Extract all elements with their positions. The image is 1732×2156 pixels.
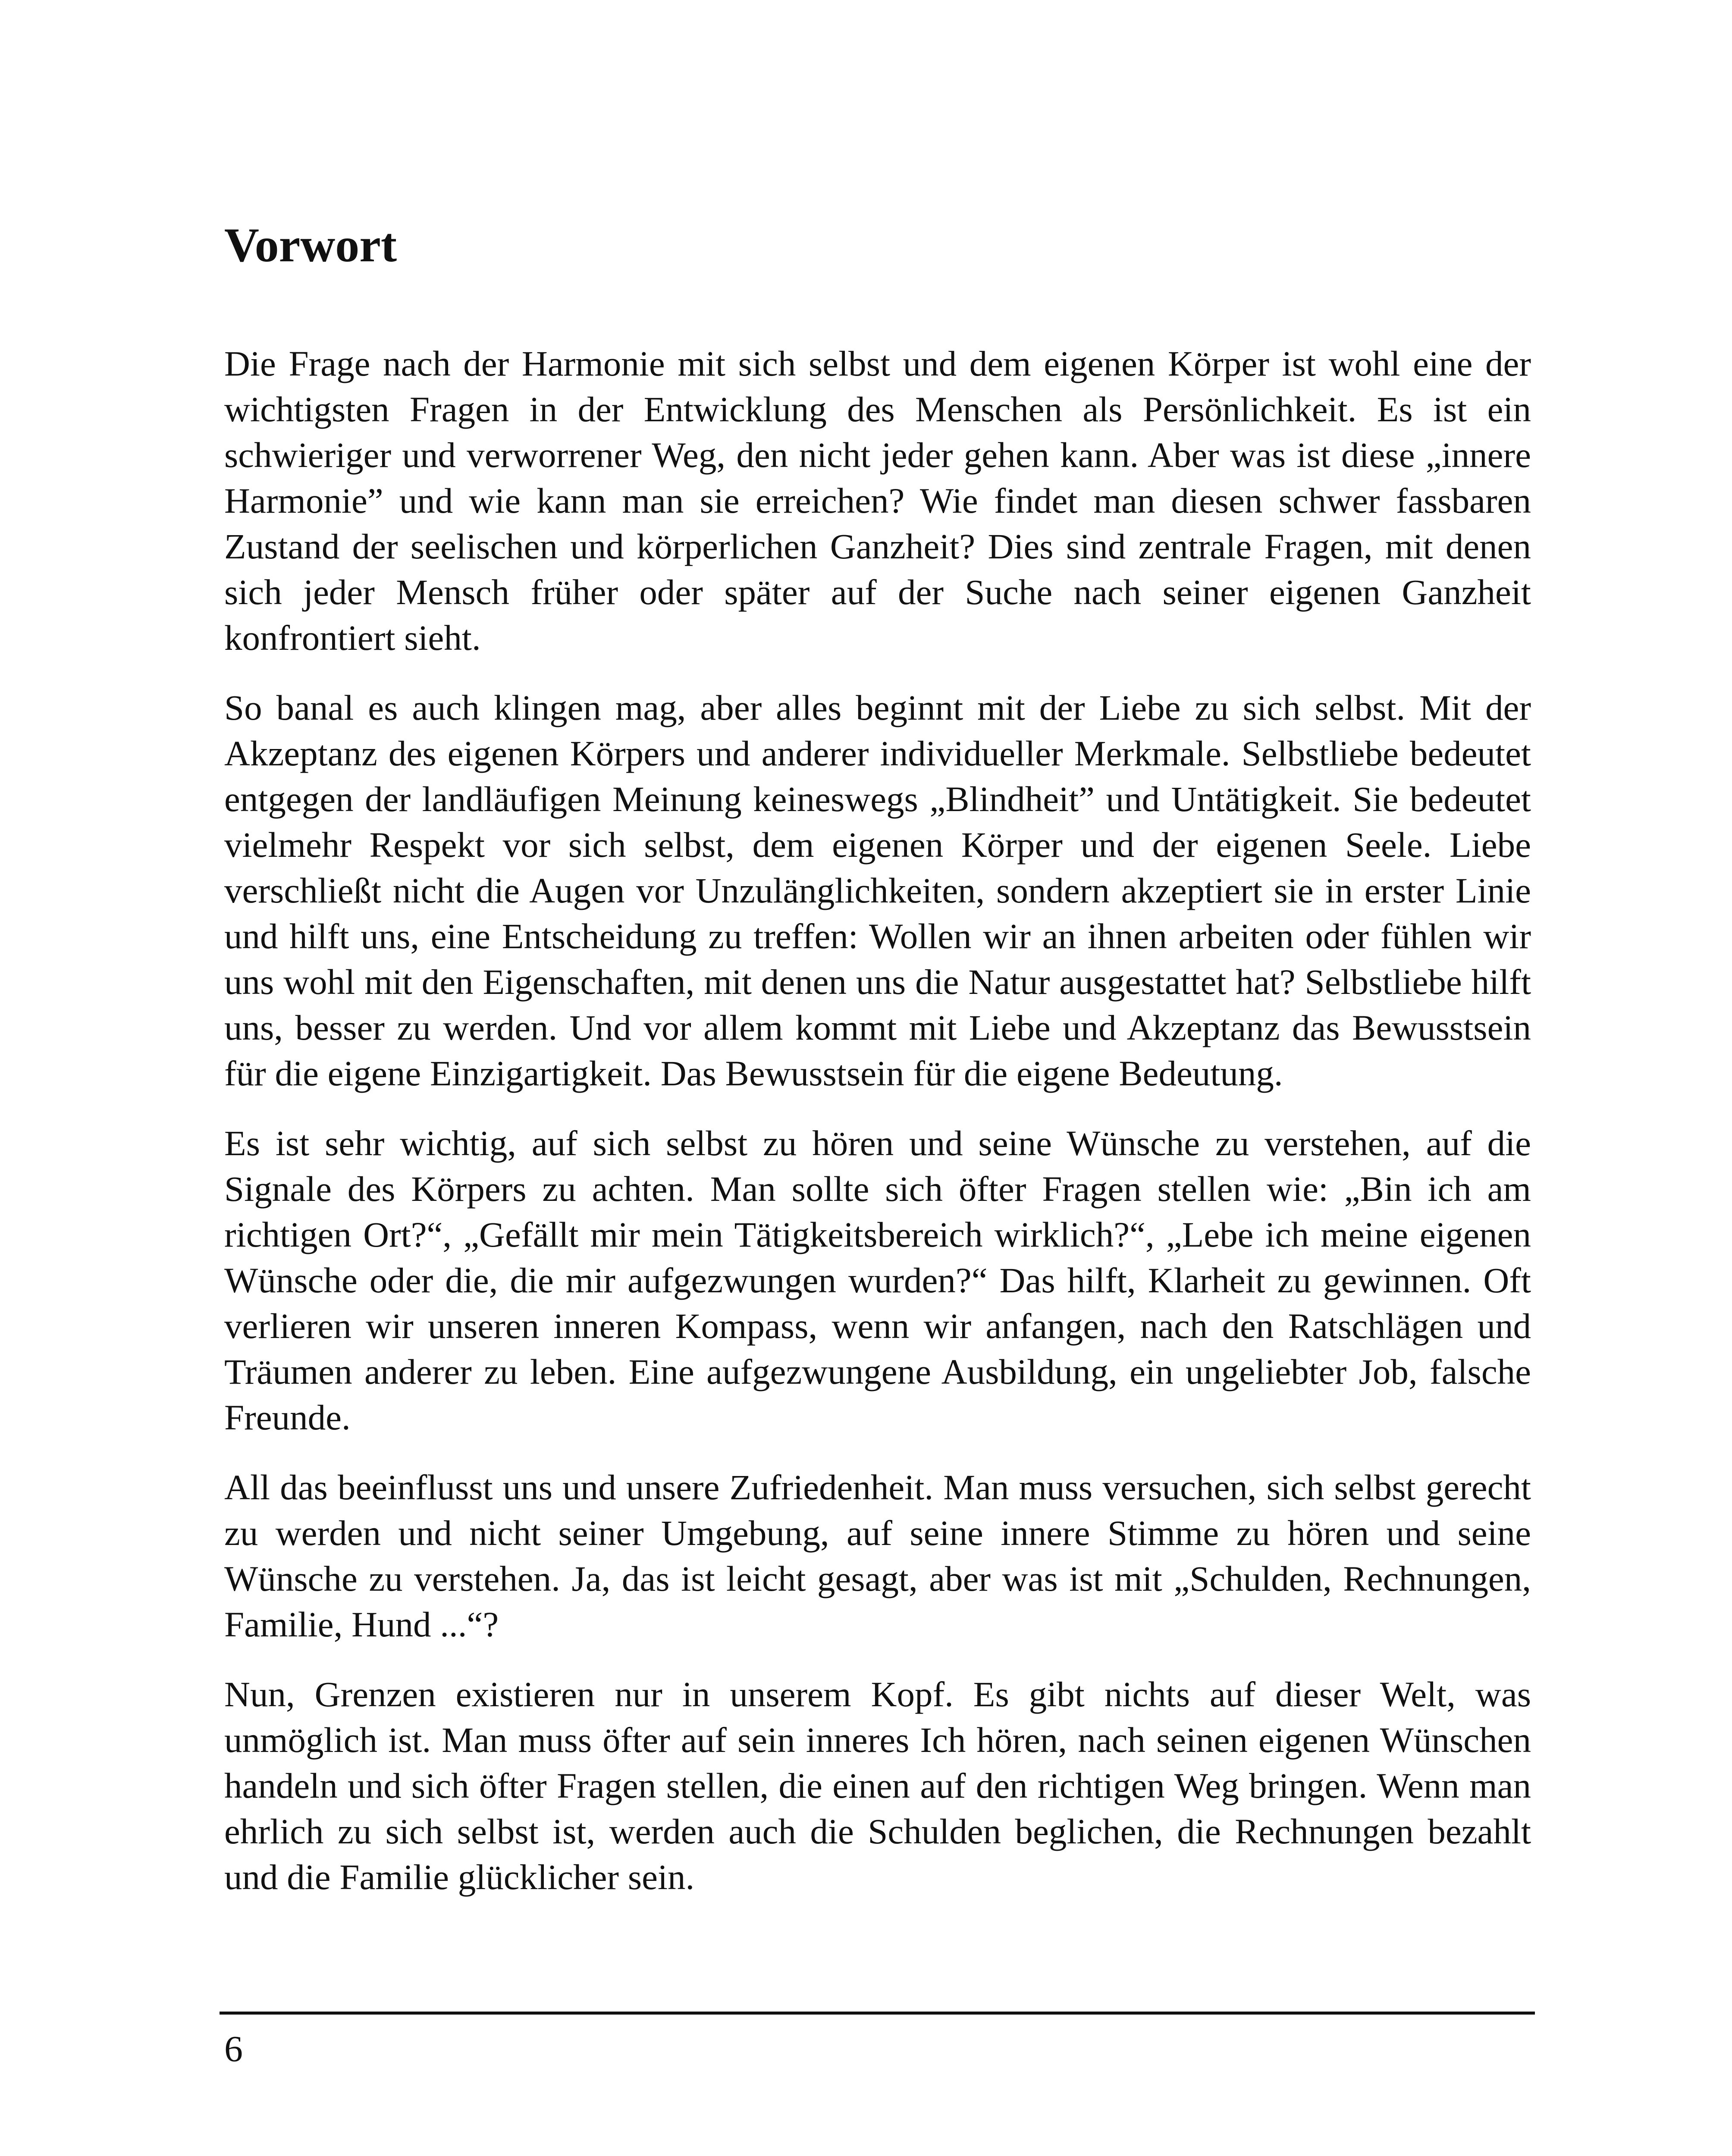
paragraph-3: Es ist sehr wichtig, auf sich selbst zu hören und seine Wünsche zu verstehen, auf die Signale des Körpers zu achten. Man sollte sich öfter Fragen stellen wie: „Bin ich am richtigen Ort?“, „Gefällt mir mein Tätigkeitsbereich wirklich?“, „Lebe ich meine eigenen Wünsche oder die, die mir aufgezwungen wurden?“ Das hilft, Klarheit zu gewinnen. Oft verlieren wir unseren inneren Kompass, wenn wir anfangen, nach den Ratschlägen und Träumen anderer zu leben. Eine aufgezwungene Ausbildung, ein ungeliebter Job, falsche Freunde. (224, 1123, 1531, 1437)
page-number: 6 (224, 2028, 243, 2069)
paragraph-1: Die Frage nach der Harmonie mit sich selbst und dem eigenen Körper ist wohl eine der wichtigsten Fragen in der Entwicklung des Menschen als Persönlichkeit. Es ist ein schwieriger und verworrener Weg, den nicht jeder gehen kann. Aber was ist diese „innere Harmonie” und wie kann man sie erreichen? Wie findet man diesen schwer fassbaren Zustand der seelischen und körperlichen Ganzheit? Dies sind zentrale Fragen, mit denen sich jeder Mensch früher oder später auf der Suche nach seiner eigenen Ganzheit konfrontiert sieht. (224, 344, 1531, 658)
paragraph-4: All das beeinflusst uns und unsere Zufriedenheit. Man muss versuchen, sich selbst gerecht zu werden und nicht seiner Umgebung, auf seine innere Stimme zu hören und seine Wünsche zu verstehen. Ja, das ist leicht gesagt, aber was ist mit „Schulden, Rechnungen, Familie, Hund ...“? (224, 1467, 1531, 1644)
body-text (224, 341, 1531, 1924)
paragraph-2: So banal es auch klingen mag, aber alles beginnt mit der Liebe zu sich selbst. Mit der Akzeptanz des eigenen Körpers und anderer individueller Merkmale. Selbstliebe bedeutet entgegen der landläufigen Meinung keineswegs „Blindheit” und Untätigkeit. Sie bedeutet vielmehr Respekt vor sich selbst, dem eigenen Körper und der eigenen Seele. Liebe verschließt nicht die Augen vor Unzulänglichkeiten, sondern akzeptiert sie in erster Linie und hilft uns, eine Entscheidung zu treffen: Wollen wir an ihnen arbeiten oder fühlen wir uns wohl mit den Eigenschaften, mit denen uns die Natur ausgestattet hat? Selbstliebe hilft uns, besser zu werden. Und vor allem kommt mit Liebe und Akzeptanz das Bewusstsein für die eigene Einzigartigkeit. Das Bewusstsein für die eigene Bedeutung. (224, 688, 1531, 1093)
paragraph-5: Nun, Grenzen existieren nur in unserem Kopf. Es gibt nichts auf dieser Welt, was unmöglich ist. Man muss öfter auf sein inneres Ich hören, nach seinen eigenen Wünschen handeln und sich öfter Fragen stellen, die einen auf den richtigen Weg bringen. Wenn man ehrlich zu sich selbst ist, werden auch die Schulden beglichen, die Rechnungen bezahlt und die Familie glücklicher sein. (224, 1674, 1531, 1897)
footer-divider (220, 2012, 1535, 2015)
chapter-heading: Vorwort (224, 219, 397, 272)
